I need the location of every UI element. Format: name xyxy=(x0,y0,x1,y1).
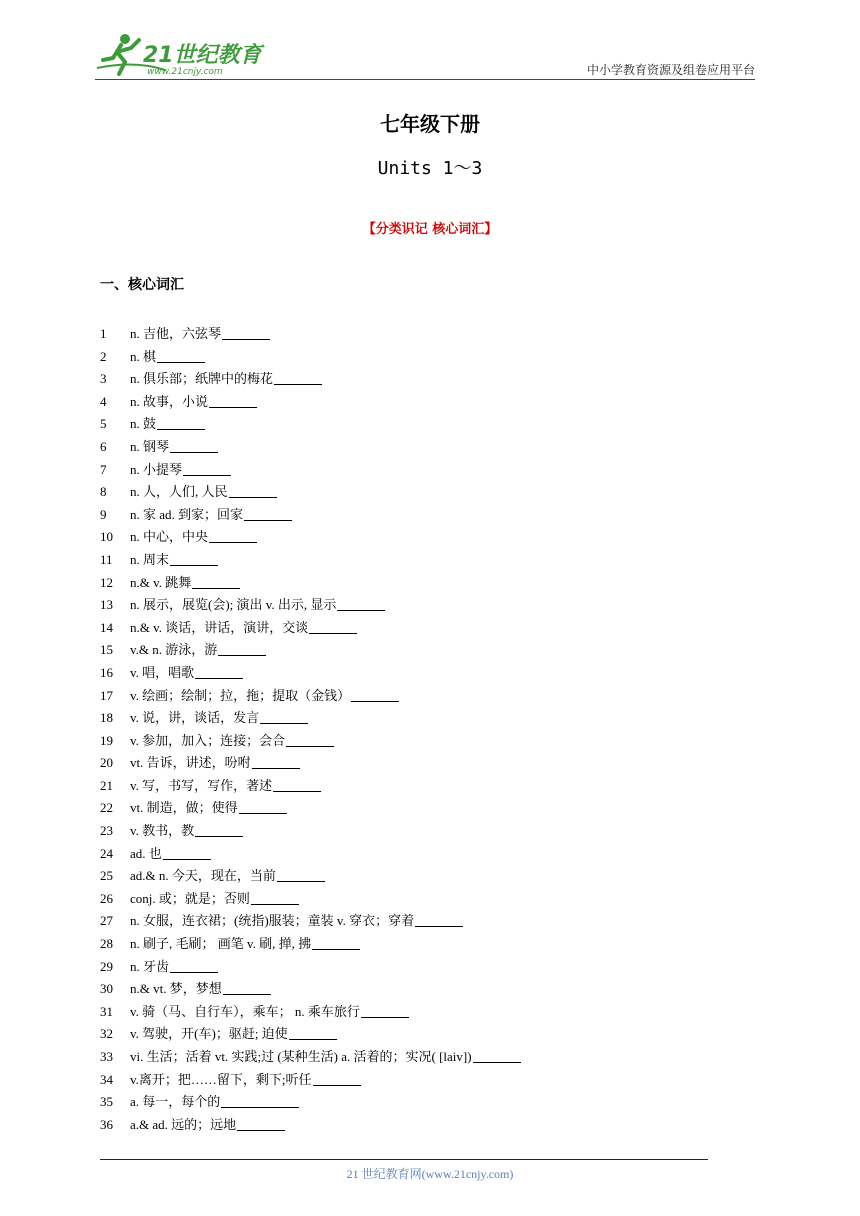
answer-blank xyxy=(221,1093,299,1108)
vocab-number: 33 xyxy=(100,1049,113,1064)
vocab-definition xyxy=(130,888,299,911)
vocab-definition xyxy=(130,752,300,775)
vocab-number: 27 xyxy=(100,913,113,929)
vocab-item xyxy=(100,978,740,1001)
vocab-definition-text: n. 人，人们, 人民 xyxy=(130,484,228,500)
vocab-item xyxy=(100,775,740,798)
vocab-definition xyxy=(130,526,257,549)
vocab-definition xyxy=(130,1046,521,1069)
vocab-definition-text: a. 每一，每个的 xyxy=(130,1094,221,1110)
vocab-number: 16 xyxy=(100,664,113,680)
vocab-number: 17 xyxy=(100,687,113,703)
vocab-item xyxy=(100,910,740,933)
answer-blank xyxy=(222,325,270,340)
vocab-definition xyxy=(130,1001,409,1024)
vocab-number: 12 xyxy=(100,574,113,590)
answer-blank xyxy=(351,687,399,702)
vocab-number: 36 xyxy=(100,1116,113,1132)
vocab-definition xyxy=(130,797,287,820)
answer-blank xyxy=(163,845,211,860)
vocab-number: 31 xyxy=(100,1003,113,1019)
vocab-definition xyxy=(130,549,218,572)
answer-blank xyxy=(286,732,334,747)
vocab-definition xyxy=(130,1091,299,1114)
vocab-definition-text: v. 说，讲，谈话，发言 xyxy=(130,710,260,726)
vocab-definition xyxy=(130,1069,361,1092)
vocab-number: 34 xyxy=(100,1071,113,1087)
vocab-definition xyxy=(130,1023,337,1046)
vocab-definition-text: v. 参加，加入；连接；会合 xyxy=(130,732,286,748)
vocab-item xyxy=(100,617,740,640)
answer-blank xyxy=(239,799,287,814)
section-title: 一、核心词汇 xyxy=(100,277,184,293)
vocab-number: 20 xyxy=(100,755,113,771)
vocab-definition xyxy=(130,730,334,753)
answer-blank xyxy=(209,528,257,543)
vocab-number: 10 xyxy=(100,529,113,545)
vocab-definition xyxy=(130,956,218,979)
vocab-item xyxy=(100,933,740,956)
answer-blank xyxy=(260,709,308,724)
logo-text: 21世纪教育 xyxy=(143,43,262,68)
vocab-definition-text: v. 教书，教 xyxy=(130,823,195,839)
answer-blank xyxy=(195,822,243,837)
vocab-definition xyxy=(130,685,399,708)
vocab-item xyxy=(100,730,740,753)
vocab-item xyxy=(100,323,740,346)
answer-blank xyxy=(218,641,266,656)
vocab-definition-text: n. 吉他，六弦琴 xyxy=(130,326,222,341)
vocab-number: 30 xyxy=(100,981,113,997)
vocab-number: 26 xyxy=(100,890,113,906)
vocab-item xyxy=(100,685,740,708)
vocab-item xyxy=(100,820,740,843)
vocab-definition xyxy=(130,775,321,798)
vocab-definition xyxy=(130,594,385,617)
answer-blank xyxy=(252,754,300,769)
answer-blank xyxy=(274,370,322,385)
vocab-definition xyxy=(130,933,360,956)
answer-blank xyxy=(289,1025,337,1040)
vocab-item xyxy=(100,549,740,572)
page-subtitle: Units 1～3 xyxy=(377,158,483,179)
vocab-number: 29 xyxy=(100,958,113,974)
vocab-definition-text: v. 写，书写，写作，著述 xyxy=(130,777,273,793)
header-divider xyxy=(95,79,755,80)
vocab-definition-text: vi. 生活；活着 vt. 实践;过 (某种生活) a. 活着的；实况( [laiv]) xyxy=(130,1049,472,1064)
vocab-number: 14 xyxy=(100,619,113,635)
vocab-definition xyxy=(130,910,463,933)
vocab-definition-text: n.& v. 谈话，讲话，演讲，交谈 xyxy=(130,619,309,635)
answer-blank xyxy=(209,393,257,408)
vocab-definition-text: ad. 也 xyxy=(130,845,162,861)
vocab-number: 32 xyxy=(100,1026,113,1042)
answer-blank xyxy=(337,596,385,611)
vocab-definition xyxy=(130,346,205,369)
vocab-item xyxy=(100,413,740,436)
answer-blank xyxy=(170,551,218,566)
vocab-definition-text: n. 小提琴 xyxy=(130,461,183,477)
vocab-number: 25 xyxy=(100,868,113,884)
vocab-number: 5 xyxy=(100,416,107,432)
vocab-item xyxy=(100,481,740,504)
answer-blank xyxy=(229,483,277,498)
vocab-definition xyxy=(130,843,211,866)
vocab-item xyxy=(100,1114,740,1137)
vocab-number: 7 xyxy=(100,461,107,477)
vocab-item xyxy=(100,1069,740,1092)
vocab-number: 11 xyxy=(100,551,113,567)
vocab-definition-text: n. 刷子, 毛刷； 画笔 v. 刷, 掸, 拂 xyxy=(130,936,312,952)
header-platform-text: 中小学教育资源及组卷应用平台 xyxy=(586,63,755,77)
vocab-definition xyxy=(130,504,292,527)
vocab-number: 18 xyxy=(100,710,113,726)
answer-blank xyxy=(361,1003,409,1018)
vocab-definition-text: n. 钢琴 xyxy=(130,438,170,454)
vocab-number: 13 xyxy=(100,597,113,613)
category-tag: 【分类识记 核心词汇】 xyxy=(362,222,498,237)
vocab-item xyxy=(100,956,740,979)
vocab-item xyxy=(100,436,740,459)
answer-blank xyxy=(223,980,271,995)
vocab-definition xyxy=(130,820,243,843)
answer-blank xyxy=(309,619,357,634)
vocab-definition-text: conj. 或；就是；否则 xyxy=(130,890,250,906)
vocab-definition xyxy=(130,481,277,504)
vocab-definition xyxy=(130,459,231,482)
vocab-item xyxy=(100,707,740,730)
vocab-definition-text: n. 故事，小说 xyxy=(130,393,209,409)
vocab-item xyxy=(100,662,740,685)
vocab-definition-text: n.& v. 跳舞 xyxy=(130,574,192,590)
vocab-definition-text: vt. 制造，做；使得 xyxy=(130,800,238,816)
vocab-item xyxy=(100,594,740,617)
answer-blank xyxy=(157,348,205,363)
vocab-definition-text: n. 中心，中央 xyxy=(130,529,209,545)
vocab-number: 8 xyxy=(100,484,107,500)
answer-blank xyxy=(170,438,218,453)
vocab-definition-text: v. 绘画；绘制；拉，拖；提取（金钱） xyxy=(130,687,351,703)
logo xyxy=(95,30,265,78)
answer-blank xyxy=(473,1048,521,1063)
vocab-definition-text: n. 周末 xyxy=(130,551,170,567)
vocab-item xyxy=(100,797,740,820)
vocab-definition-text: n. 展示，展览(会); 演出 v. 出示, 显示 xyxy=(130,597,337,613)
vocab-definition xyxy=(130,865,325,888)
answer-blank xyxy=(251,890,299,905)
answer-blank xyxy=(195,664,243,679)
answer-blank xyxy=(312,935,360,950)
vocab-number: 9 xyxy=(100,506,107,522)
vocab-definition xyxy=(130,323,270,346)
vocab-item xyxy=(100,1046,740,1069)
vocab-definition xyxy=(130,639,266,662)
vocab-item xyxy=(100,843,740,866)
vocab-number: 19 xyxy=(100,732,113,748)
vocab-definition-text: n. 家 ad. 到家；回家 xyxy=(130,506,244,522)
vocab-definition xyxy=(130,572,240,595)
vocab-number: 3 xyxy=(100,371,107,387)
vocab-definition xyxy=(130,413,205,436)
vocab-definition-text: ad.& n. 今天，现在，当前 xyxy=(130,868,276,884)
page-title: 七年级下册 xyxy=(380,112,480,136)
vocab-definition-text: n. 棋 xyxy=(130,348,157,364)
vocab-number: 1 xyxy=(100,326,107,341)
vocab-item xyxy=(100,572,740,595)
vocab-item xyxy=(100,752,740,775)
vocab-definition-text: n. 鼓 xyxy=(130,416,157,432)
vocab-definition xyxy=(130,617,357,640)
logo-url: www.21cnjy.com xyxy=(147,67,223,77)
vocab-definition xyxy=(130,436,218,459)
vocab-definition-text: v. 骑（马、自行车），乘车； n. 乘车旅行 xyxy=(130,1003,360,1019)
vocab-definition-text: n. 女服，连衣裙；(统指)服装；童装 v. 穿衣；穿着 xyxy=(130,913,415,929)
vocab-definition xyxy=(130,391,257,414)
vocab-definition-text: n. 牙齿 xyxy=(130,958,170,974)
vocab-definition-text: v. 唱，唱歌 xyxy=(130,664,195,680)
vocab-number: 15 xyxy=(100,642,113,658)
vocab-item xyxy=(100,1023,740,1046)
vocab-definition-text: vt. 告诉，讲述，吩咐 xyxy=(130,755,251,771)
vocab-number: 21 xyxy=(100,777,113,793)
vocab-definition xyxy=(130,978,271,1001)
vocab-item xyxy=(100,459,740,482)
answer-blank xyxy=(157,415,205,430)
answer-blank xyxy=(273,777,321,792)
vocab-number: 35 xyxy=(100,1094,113,1110)
vocab-item xyxy=(100,1001,740,1024)
vocab-definition-text: v.& n. 游泳，游 xyxy=(130,642,218,658)
answer-blank xyxy=(415,912,463,927)
answer-blank xyxy=(183,461,231,476)
vocab-number: 6 xyxy=(100,438,107,454)
page-header xyxy=(95,30,755,80)
answer-blank xyxy=(192,574,240,589)
vocab-item xyxy=(100,1091,740,1114)
vocab-item xyxy=(100,888,740,911)
vocab-item xyxy=(100,526,740,549)
vocab-number: 4 xyxy=(100,393,107,409)
vocab-number: 28 xyxy=(100,936,113,952)
answer-blank xyxy=(244,506,292,521)
vocab-number: 2 xyxy=(100,348,107,364)
footer-divider xyxy=(100,1159,708,1160)
vocab-definition xyxy=(130,662,243,685)
vocab-item xyxy=(100,391,740,414)
vocab-item xyxy=(100,504,740,527)
vocab-number: 23 xyxy=(100,823,113,839)
vocab-item xyxy=(100,368,740,391)
vocab-definition-text: n.& vt. 梦，梦想 xyxy=(130,981,222,997)
page-footer: 21 世纪教育网(www.21cnjy.com) xyxy=(346,1167,514,1181)
vocab-definition xyxy=(130,1114,285,1137)
vocab-list xyxy=(100,323,740,1136)
vocab-number: 24 xyxy=(100,845,113,861)
vocab-definition-text: v.离开；把……留下，剩下;听任 xyxy=(130,1071,312,1087)
vocab-definition xyxy=(130,707,308,730)
vocab-item xyxy=(100,865,740,888)
vocab-definition-text: n. 俱乐部；纸牌中的梅花 xyxy=(130,371,274,387)
vocab-definition-text: v. 驾驶，开(车)；驱赶; 迫使 xyxy=(130,1026,288,1042)
answer-blank xyxy=(277,867,325,882)
answer-blank xyxy=(313,1071,361,1086)
vocab-item xyxy=(100,346,740,369)
answer-blank xyxy=(170,958,218,973)
vocab-definition xyxy=(130,368,322,391)
answer-blank xyxy=(237,1116,285,1131)
vocab-item xyxy=(100,639,740,662)
vocab-definition-text: a.& ad. 远的；远地 xyxy=(130,1116,237,1132)
vocab-number: 22 xyxy=(100,800,113,816)
